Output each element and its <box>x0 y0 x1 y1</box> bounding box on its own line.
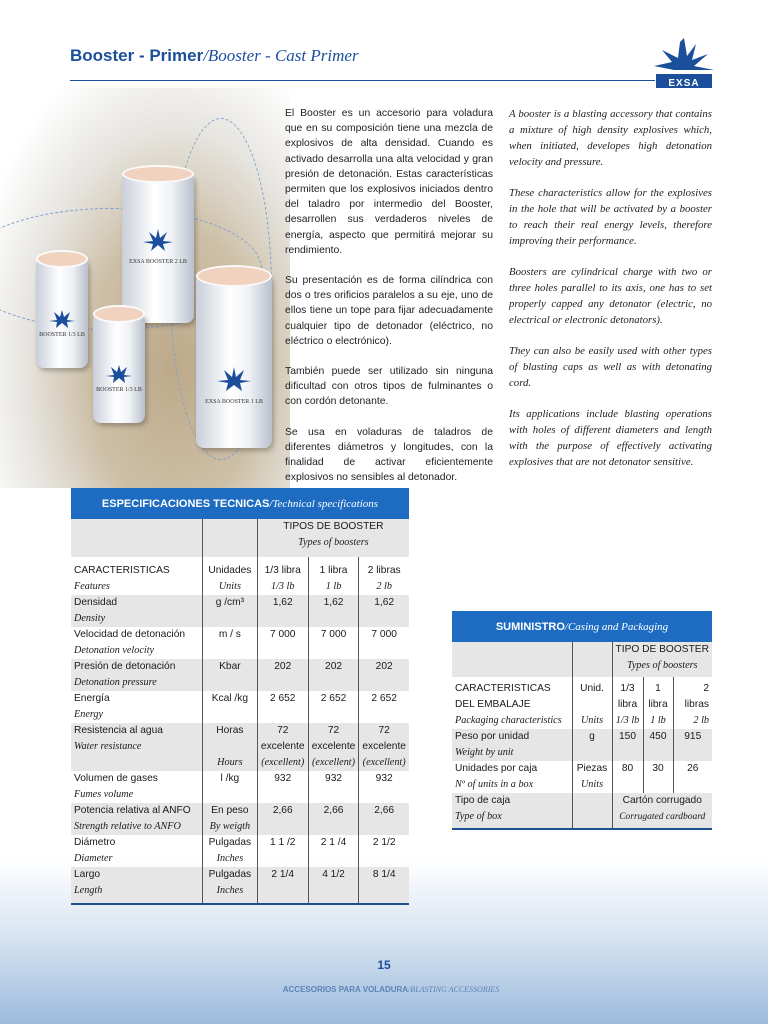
supply-title-es: SUMINISTRO <box>495 620 565 633</box>
size-es: libra <box>617 699 638 710</box>
description-es <box>285 106 493 500</box>
row-label-en: Weight by unit <box>455 747 514 758</box>
exsa-star-icon <box>217 367 251 391</box>
box-type-value: Cartón corrugado <box>622 795 702 806</box>
row-label-en: Diameter <box>74 853 113 864</box>
row-unit: l /kg <box>203 771 258 803</box>
size-en: 2 lb <box>376 581 392 592</box>
col-char-es: CARACTERISTICAS <box>74 565 170 576</box>
row-unit: Horas <box>216 725 244 736</box>
table-row <box>71 691 409 723</box>
row-value: 915 <box>673 729 712 761</box>
paragraph-es: Se usa en voladuras de taladros de diferentes diámetros y longitudes, con la finalidad de activar eficientemente explosivos no sensibles al detonador. <box>285 426 493 484</box>
row-value: 2 652 <box>308 691 359 723</box>
row-value: 72 <box>327 725 340 736</box>
supply-types-row <box>452 642 712 677</box>
paragraph-es: El Booster es un accesorio para voladura que en su composición tiene una mezcla de explosivos de alta densidad. Cuando es activado desarrolla una alta velocidad y gran presión de detonación. Estas características permiten que los explosivos iniciados dentro del taladro por intermedio del Booster, desarrollen sus verdaderos niveles de energía, aspecto que permitirá mejorar su rendimiento. <box>285 108 493 256</box>
col-unit-es: Unidades <box>208 565 252 576</box>
table-row <box>71 867 409 904</box>
page-number: 15 <box>377 958 391 972</box>
footer-text-es: ACCESORIOS PARA VOLADURA <box>282 985 409 994</box>
can-label: EXSA BOOSTER 2 LB <box>129 259 187 265</box>
supply-table-grid <box>452 642 712 830</box>
size-en: 1 lb <box>650 715 666 726</box>
row-unit-en: Hours <box>217 757 243 768</box>
supply-title-en: /Casing and Packaging <box>564 620 669 633</box>
paragraph-en: Boosters are cylindrical charge with two or three holes parallel to its axis, one has to set properly capped any detonator (electric, no electrical or electronic detonators). <box>509 266 712 326</box>
exsa-star-icon <box>106 365 132 383</box>
row-label-es: Energía <box>74 693 110 704</box>
row-value: 72 <box>378 725 390 736</box>
table-row <box>71 659 409 691</box>
row-value: 7 000 <box>308 627 359 659</box>
row-value: 2,66 <box>359 803 409 835</box>
row-label-es: Potencia relativa al ANFO <box>74 805 191 816</box>
box-type-value-en: Corrugated cardboard <box>619 812 706 822</box>
paragraph-en: They can also be easily used with other types of blasting caps as well as with detonating cord. <box>509 345 712 389</box>
can-label: EXSA BOOSTER 1 LB <box>205 399 263 405</box>
row-value: 1 1 /2 <box>257 835 308 867</box>
description-en <box>509 106 712 485</box>
row-value: 932 <box>308 771 359 803</box>
row-label-en: Length <box>74 885 103 896</box>
table-row <box>71 627 409 659</box>
size-es: 1/3 libra <box>264 565 301 576</box>
exsa-star-icon <box>143 229 173 251</box>
booster-can <box>122 173 194 323</box>
row-unit: Pulgadas <box>208 869 252 880</box>
size-es: 1 <box>655 683 661 694</box>
row-value: 932 <box>359 771 409 803</box>
row-unit-en: Units <box>580 779 604 790</box>
size-en: 2 lb <box>693 715 709 726</box>
row-value-note: excelente <box>260 741 305 752</box>
row-value: 2,66 <box>308 803 359 835</box>
row-unit: Kbar <box>203 659 258 691</box>
row-unit: En peso <box>211 805 249 816</box>
row-label-es: Unidades por caja <box>455 763 538 774</box>
col-char-en: Features <box>74 581 110 592</box>
row-value: 2 652 <box>359 691 409 723</box>
row-value: 450 <box>643 729 673 761</box>
spec-title-es: ESPECIFICACIONES TECNICAS <box>101 497 270 510</box>
row-value: 202 <box>257 659 308 691</box>
row-label-es: Resistencia al agua <box>74 725 163 736</box>
row-label-es: Velocidad de detonación <box>74 629 186 640</box>
product-photo <box>0 88 290 488</box>
paragraph-en: A booster is a blasting accessory that contains a mixture of high density explosives which, when initiated, developes high detonation velocity and pressure. <box>509 108 712 168</box>
row-label-en: Type of box <box>455 811 502 822</box>
types-label-en: Types of boosters <box>298 537 369 548</box>
table-row <box>452 761 712 793</box>
row-label-es: Largo <box>74 869 101 880</box>
table-row <box>452 793 712 829</box>
size-en: 1/3 lb <box>615 715 640 726</box>
paragraph-en: Its applications include blasting operations with holes of different diameters and length with the purpose of effectively activating explosives that are not detonator sensitive. <box>509 408 712 468</box>
row-value-note-en: (excellent) <box>261 757 305 768</box>
row-value: 202 <box>359 659 409 691</box>
paragraph-es: También puede ser utilizado sin ninguna dificultad con otros tipos de fulminantes o con cordón detonante. <box>285 366 493 408</box>
row-value: 932 <box>257 771 308 803</box>
row-unit-en: By weigth <box>209 821 251 832</box>
spec-title-en: /Technical specifications <box>269 497 379 510</box>
size-es: 1/3 <box>620 683 635 694</box>
booster-can <box>196 273 272 448</box>
can-label: BOOSTER 1/3 LB <box>39 332 85 338</box>
row-label-es: Densidad <box>74 597 118 608</box>
row-label-en: Detonation pressure <box>74 677 157 688</box>
row-unit: g <box>572 729 612 761</box>
row-label-en: Detonation velocity <box>74 645 155 656</box>
supply-table-header <box>452 611 712 642</box>
row-unit-en: Inches <box>216 885 244 896</box>
row-value: 2,66 <box>257 803 308 835</box>
row-unit: g /cm³ <box>203 595 258 627</box>
supply-column-headers <box>452 677 712 729</box>
row-value: 2 652 <box>257 691 308 723</box>
row-value-note-en: (excellent) <box>362 757 406 768</box>
row-value: 7 000 <box>257 627 308 659</box>
table-row <box>71 803 409 835</box>
size-es: 2 <box>703 683 709 694</box>
exsa-star-icon <box>49 310 75 328</box>
row-unit: Kcal /kg <box>203 691 258 723</box>
booster-can <box>93 313 145 423</box>
col-unit-es: Unid. <box>580 683 604 694</box>
row-value: 26 <box>673 761 712 793</box>
types-label-en: Types of boosters <box>626 660 698 671</box>
row-label-en: Strength relative to ANFO <box>74 821 181 832</box>
row-label-en: Water resistance <box>74 741 142 752</box>
row-value: 7 000 <box>359 627 409 659</box>
row-value: 1,62 <box>257 595 308 627</box>
row-value-note-en: (excellent) <box>312 757 356 768</box>
row-unit: m / s <box>203 627 258 659</box>
row-value: 2 1 /4 <box>308 835 359 867</box>
row-label-en: Nº of units in a box <box>455 779 534 790</box>
footer-text-en: /BLASTING ACCESSORIES <box>408 985 500 994</box>
spec-types-row <box>71 519 409 557</box>
table-row <box>452 729 712 761</box>
can-label: BOOSTER 1/3 LB <box>96 387 142 393</box>
spec-table-header <box>71 488 409 519</box>
row-value-note: excelente <box>311 741 356 752</box>
size-es: 2 libras <box>367 565 401 576</box>
row-value: 30 <box>643 761 673 793</box>
col-char-en: Packaging characteristics <box>455 715 562 726</box>
row-value: 80 <box>612 761 643 793</box>
size-es: 1 libra <box>319 565 348 576</box>
footer-text <box>0 985 768 994</box>
exsa-logo <box>652 36 716 92</box>
paragraph-en: These characteristics allow for the explosives in the hole that will be activated by a booster to reach their real energy levels, therefore improving their performance. <box>509 187 712 247</box>
types-label-es: TIPO DE BOOSTER <box>615 644 709 655</box>
row-label-en: Density <box>74 613 106 624</box>
row-value: 202 <box>308 659 359 691</box>
row-value: 1,62 <box>359 595 409 627</box>
supply-table <box>452 611 712 830</box>
size-es: libras <box>684 699 709 710</box>
row-label-en: Fumes volume <box>74 789 134 800</box>
col-unit-en: Units <box>218 581 241 592</box>
col-char-es: DEL EMBALAJE <box>455 699 531 710</box>
size-en: 1/3 lb <box>270 581 295 592</box>
table-row <box>71 835 409 867</box>
row-value: 2 1/2 <box>359 835 409 867</box>
col-char-es: CARACTERISTICAS <box>455 683 551 694</box>
row-value: 72 <box>277 725 289 736</box>
row-label-es: Diámetro <box>74 837 116 848</box>
spec-table <box>71 488 409 905</box>
row-label-es: Volumen de gases <box>74 773 158 784</box>
table-row <box>71 771 409 803</box>
row-value-note: excelente <box>362 741 406 752</box>
size-es: libra <box>648 699 668 710</box>
row-label-es: Peso por unidad <box>455 731 530 742</box>
row-value: 1,62 <box>308 595 359 627</box>
spec-table-grid <box>71 519 409 905</box>
col-unit-en: Units <box>580 715 604 726</box>
size-en: 1 lb <box>325 581 342 592</box>
row-value: 8 1/4 <box>359 867 409 904</box>
row-unit: Pulgadas <box>208 837 252 848</box>
page-header <box>70 46 710 82</box>
spec-column-headers <box>71 557 409 595</box>
row-label-es: Tipo de caja <box>455 795 511 806</box>
header-rule <box>70 80 655 81</box>
row-value: 150 <box>612 729 643 761</box>
table-row <box>71 595 409 627</box>
row-value: 2 1/4 <box>257 867 308 904</box>
row-unit-en: Inches <box>216 853 244 864</box>
row-unit: Piezas <box>576 763 608 774</box>
logo-text: EXSA <box>668 78 700 89</box>
table-row <box>71 723 409 771</box>
row-label-en: Energy <box>74 709 104 720</box>
title-es: Booster - Primer <box>70 46 204 65</box>
row-label-es: Presión de detonación <box>74 661 176 672</box>
paragraph-es: Su presentación es de forma cilíndrica con dos o tres orificios paralelos a su eje, uno de ellos tiene un tope para fijar adecuadamente cualquier tipo de detonador (eléctrico, no eléctrico o electrónico). <box>285 275 493 347</box>
title-en: /Booster - Cast Primer <box>203 46 359 65</box>
row-value: 4 1/2 <box>308 867 359 904</box>
types-label-es: TIPOS DE BOOSTER <box>283 521 384 532</box>
booster-can <box>36 258 88 368</box>
